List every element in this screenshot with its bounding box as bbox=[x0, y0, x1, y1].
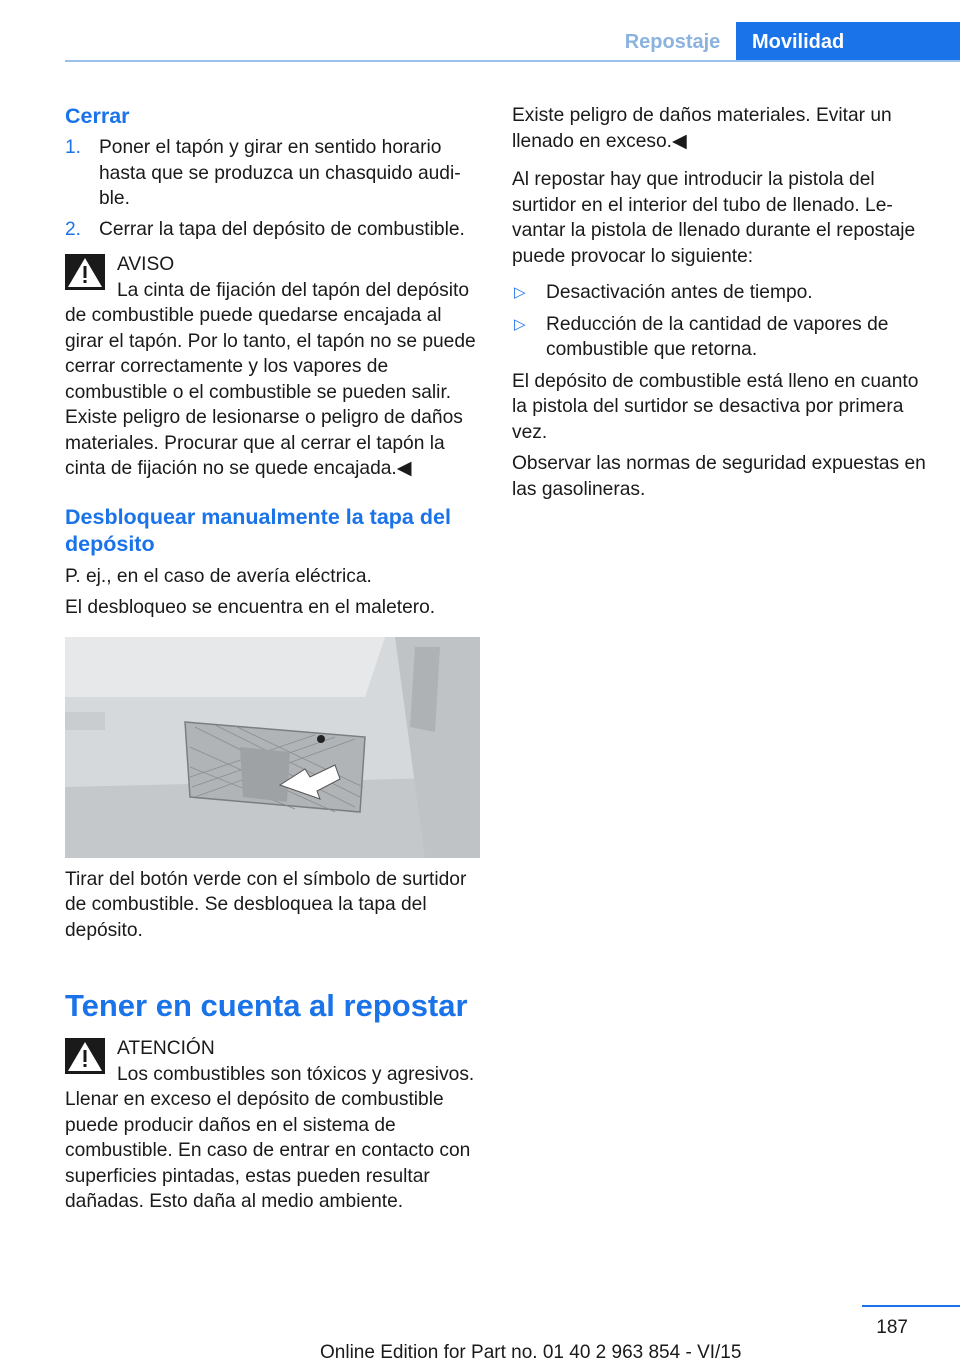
left-column bbox=[65, 103, 483, 1215]
step-number: 1. bbox=[65, 137, 82, 158]
edition-note: Online Edition for Part no. 01 40 2 963 854 - VI/15 bbox=[320, 1342, 742, 1363]
triangle-right-icon: ▷ bbox=[514, 284, 526, 301]
warning-box-aviso bbox=[65, 252, 483, 482]
header-section-tab: Repostaje bbox=[624, 30, 721, 53]
photo-caption: Tirar del botón verde con el símbolo de surtidor de combustible. Se desbloquea la tapa del depósito. bbox=[65, 868, 467, 941]
paragraph: El depósito de combustible está lleno en cuanto la pistola del surtidor se desactiva por primera vez. bbox=[512, 370, 919, 443]
heading-cerrar: Cerrar bbox=[65, 104, 130, 128]
paragraph: P. ej., en el caso de avería eléctrica. bbox=[65, 565, 372, 587]
step-number: 2. bbox=[65, 218, 82, 240]
warning-title: ATENCIÓN bbox=[117, 1038, 215, 1059]
bullet-item bbox=[512, 280, 930, 306]
triangle-right-icon: ▷ bbox=[514, 315, 526, 333]
bullet-item bbox=[512, 312, 930, 363]
heading-tener: Tener en cuenta al repostar bbox=[65, 988, 468, 1023]
bullet-list bbox=[512, 280, 930, 363]
warning-text: La cinta de fijación del tapón del depósito de combustible puede quedarse encajada al girar el tapón. Por lo tanto, el tapón no se puede cerrar correctamente y los vapores de combustible o el combustible se pueden salir. Existe peligro de lesionarse o peligro de daños materiales. Procurar que al cerrar el tapón la cinta de fijación no se quede encajada.◀ bbox=[65, 279, 476, 479]
bullet-text: Reducción de la cantidad de vapores de combustible que retorna. bbox=[546, 313, 889, 360]
paragraph: Existe peligro de daños materiales. Evitar un llenado en exceso.◀ bbox=[512, 105, 892, 152]
footer-divider bbox=[862, 1305, 960, 1307]
page-number: 187 bbox=[876, 1317, 908, 1338]
right-column bbox=[512, 103, 930, 502]
warning-triangle-icon bbox=[65, 1038, 105, 1074]
step-item bbox=[65, 217, 483, 243]
cerrar-steps bbox=[65, 135, 483, 242]
step-item bbox=[65, 135, 483, 212]
warning-triangle-icon bbox=[65, 254, 105, 290]
paragraph: El desbloqueo se encuentra en el maletero. bbox=[65, 597, 436, 618]
warning-box-atencion bbox=[65, 1036, 483, 1215]
header-divider bbox=[65, 60, 960, 62]
step-text: Poner el tapón y girar en sentido horario hasta que se produzca un chasquido audible. bbox=[99, 137, 461, 209]
paragraph: Al repostar hay que introducir la pistola del surtidor en el interior del tubo de llenado. Levantar la pistola de llenado durante el repostaje puede provocar lo siguiente: bbox=[512, 169, 916, 267]
trunk-photo bbox=[65, 637, 480, 858]
bullet-text: Desactivación antes de tiempo. bbox=[546, 282, 813, 303]
warning-title: AVISO bbox=[117, 254, 175, 275]
heading-desbloquear: Desbloquear manualmente la tapa del depósito bbox=[65, 504, 451, 556]
paragraph: Observar las normas de seguridad expuestas en las gasolineras. bbox=[512, 453, 926, 500]
step-text: Cerrar la tapa del depósito de combustible. bbox=[99, 218, 465, 240]
header-chapter-tab: Movilidad bbox=[736, 22, 960, 62]
warning-text: Los combustibles son tóxicos y agresivos. Llenar en exceso el depósito de combustible puede producir daños en el sistema de combustible. En caso de entrar en contacto con superficies pintadas, estas pueden resultar dañadas. Esto daña al medio ambiente. bbox=[65, 1063, 475, 1212]
